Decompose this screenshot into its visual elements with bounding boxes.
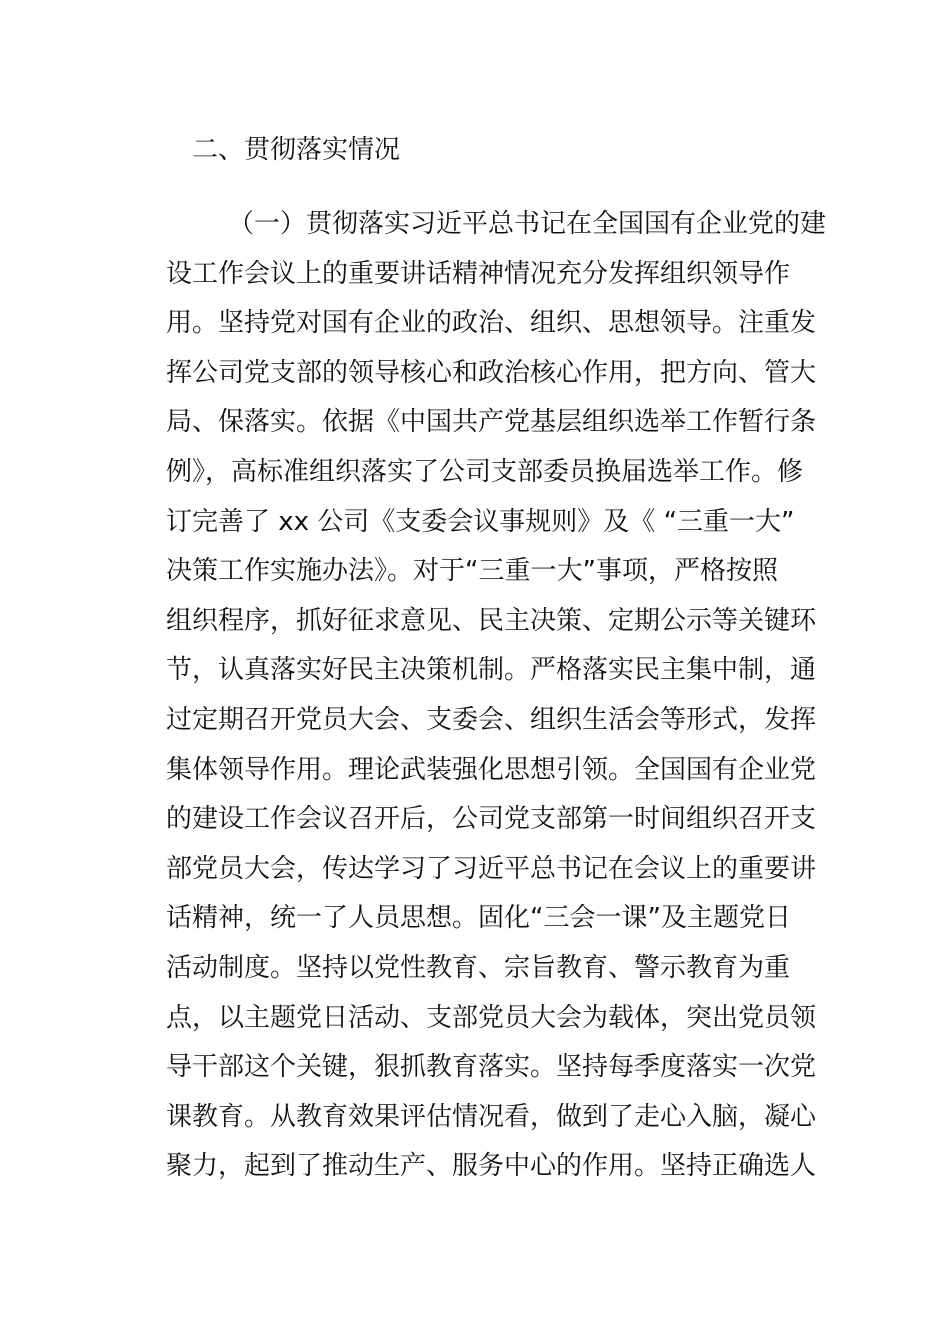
section-heading: 二、贯彻落实情况: [192, 135, 401, 165]
paragraph-line-15: 话精神，统一了人员思想。固化“三会一课”及主题党日: [166, 903, 791, 934]
paragraph-line-16: 活动制度。坚持以党性教育、宗旨教育、警示教育为重: [166, 952, 791, 983]
paragraph-line-13: 的建设工作会议召开后，公司党支部第一时间组织召开支: [166, 804, 817, 835]
paragraph-line-2: 设工作会议上的重要讲话精神情况充分发挥组织领导作: [166, 258, 791, 289]
paragraph-line-6: 例》，高标准组织落实了公司支部委员换届选举工作。修: [166, 456, 804, 487]
paragraph-line-5: 局、保落实。依据《中国共产党基层组织选举工作暂行条: [166, 407, 817, 438]
paragraph-line-4: 挥公司党支部的领导核心和政治核心作用，把方向、管大: [166, 357, 817, 388]
paragraph-line-9: 组织程序，抓好征求意见、民主决策、定期公示等关键环: [166, 605, 817, 636]
paragraph-line-19: 课教育。从教育效果评估情况看，做到了走心入脑，凝心: [166, 1101, 817, 1132]
paragraph-line-1: （一）贯彻落实习近平总书记在全国国有企业党的建: [228, 209, 827, 239]
paragraph-line-3: 用。坚持党对国有企业的政治、组织、思想领导。注重发: [166, 308, 817, 339]
paragraph-line-11: 过定期召开党员大会、支委会、组织生活会等形式，发挥: [166, 704, 817, 735]
paragraph-line-18: 导干部这个关键，狠抓教育落实。坚持每季度落实一次党: [166, 1052, 817, 1083]
paragraph-line-8: 决策工作实施办法》。对于“三重一大”事项，严格按照: [166, 556, 778, 587]
paragraph-line-14: 部党员大会，传达学习了习近平总书记在会议上的重要讲: [166, 853, 817, 884]
paragraph-line-10: 节，认真落实好民主决策机制。严格落实民主集中制，通: [166, 655, 817, 686]
paragraph-line-7: 订完善了 xx 公司《支委会议事规则》及《 “三重一大”: [166, 506, 795, 537]
paragraph-line-12: 集体领导作用。理论武装强化思想引领。全国国有企业党: [166, 754, 817, 785]
body-paragraph: [166, 200, 827, 1192]
paragraph-line-17: 点，以主题党日活动、支部党员大会为载体，突出党员领: [166, 1002, 817, 1033]
paragraph-line-20: 聚力，起到了推动生产、服务中心的作用。坚持正确选人: [166, 1151, 817, 1182]
